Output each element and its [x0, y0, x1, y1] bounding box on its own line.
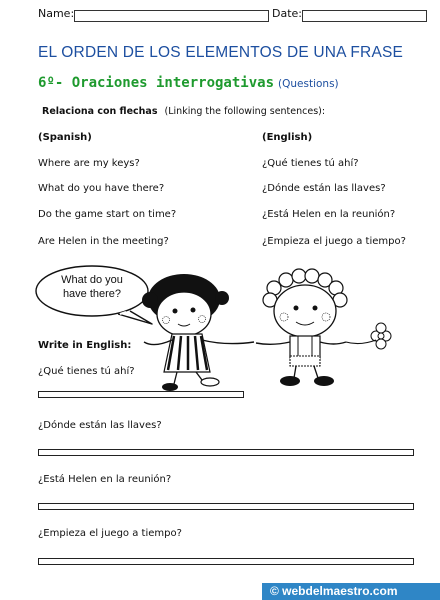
right-item: ¿Está Helen en la reunión?	[262, 209, 396, 220]
write-question: ¿Dónde están las llaves?	[38, 420, 162, 431]
girl-figure	[142, 274, 254, 391]
instruction-bold: Relaciona con flechas	[42, 106, 158, 117]
write-question: ¿Qué tienes tú ahí?	[38, 366, 135, 377]
answer-line[interactable]	[38, 503, 414, 510]
date-label: Date:	[272, 7, 302, 20]
left-item: Do the game start on time?	[38, 209, 177, 220]
subtitle-note: (Questions)	[278, 78, 339, 90]
write-question: ¿Está Helen en la reunión?	[38, 474, 172, 485]
name-field[interactable]	[74, 10, 269, 22]
left-item: Where are my keys?	[38, 158, 140, 169]
right-item: ¿Qué tienes tú ahí?	[262, 158, 359, 169]
answer-line[interactable]	[38, 449, 414, 456]
answer-line[interactable]	[38, 391, 244, 398]
right-item: ¿Empieza el juego a tiempo?	[262, 236, 406, 247]
left-item: What do you have there?	[38, 183, 165, 194]
page-title: EL ORDEN DE LOS ELEMENTOS DE UNA FRASE	[38, 44, 404, 61]
english-header: (English)	[262, 132, 313, 143]
section-subtitle	[38, 75, 339, 91]
write-question: ¿Empieza el juego a tiempo?	[38, 528, 182, 539]
boy-figure	[256, 269, 391, 386]
name-label: Name:	[38, 7, 75, 20]
write-heading: Write in English:	[38, 340, 132, 351]
instruction-rest: (Linking the following sentences):	[164, 106, 326, 117]
spanish-header: (Spanish)	[38, 132, 92, 143]
footer-watermark: © webdelmaestro.com	[262, 583, 440, 600]
left-item: Are Helen in the meeting?	[38, 236, 169, 247]
right-item: ¿Dónde están las llaves?	[262, 183, 386, 194]
subtitle-main: 6º- Oraciones interrogativas	[38, 75, 275, 91]
speech-bubble-text: What do you have there?	[61, 274, 123, 300]
answer-line[interactable]	[38, 558, 414, 565]
date-field[interactable]	[302, 10, 427, 22]
instruction	[42, 106, 325, 117]
